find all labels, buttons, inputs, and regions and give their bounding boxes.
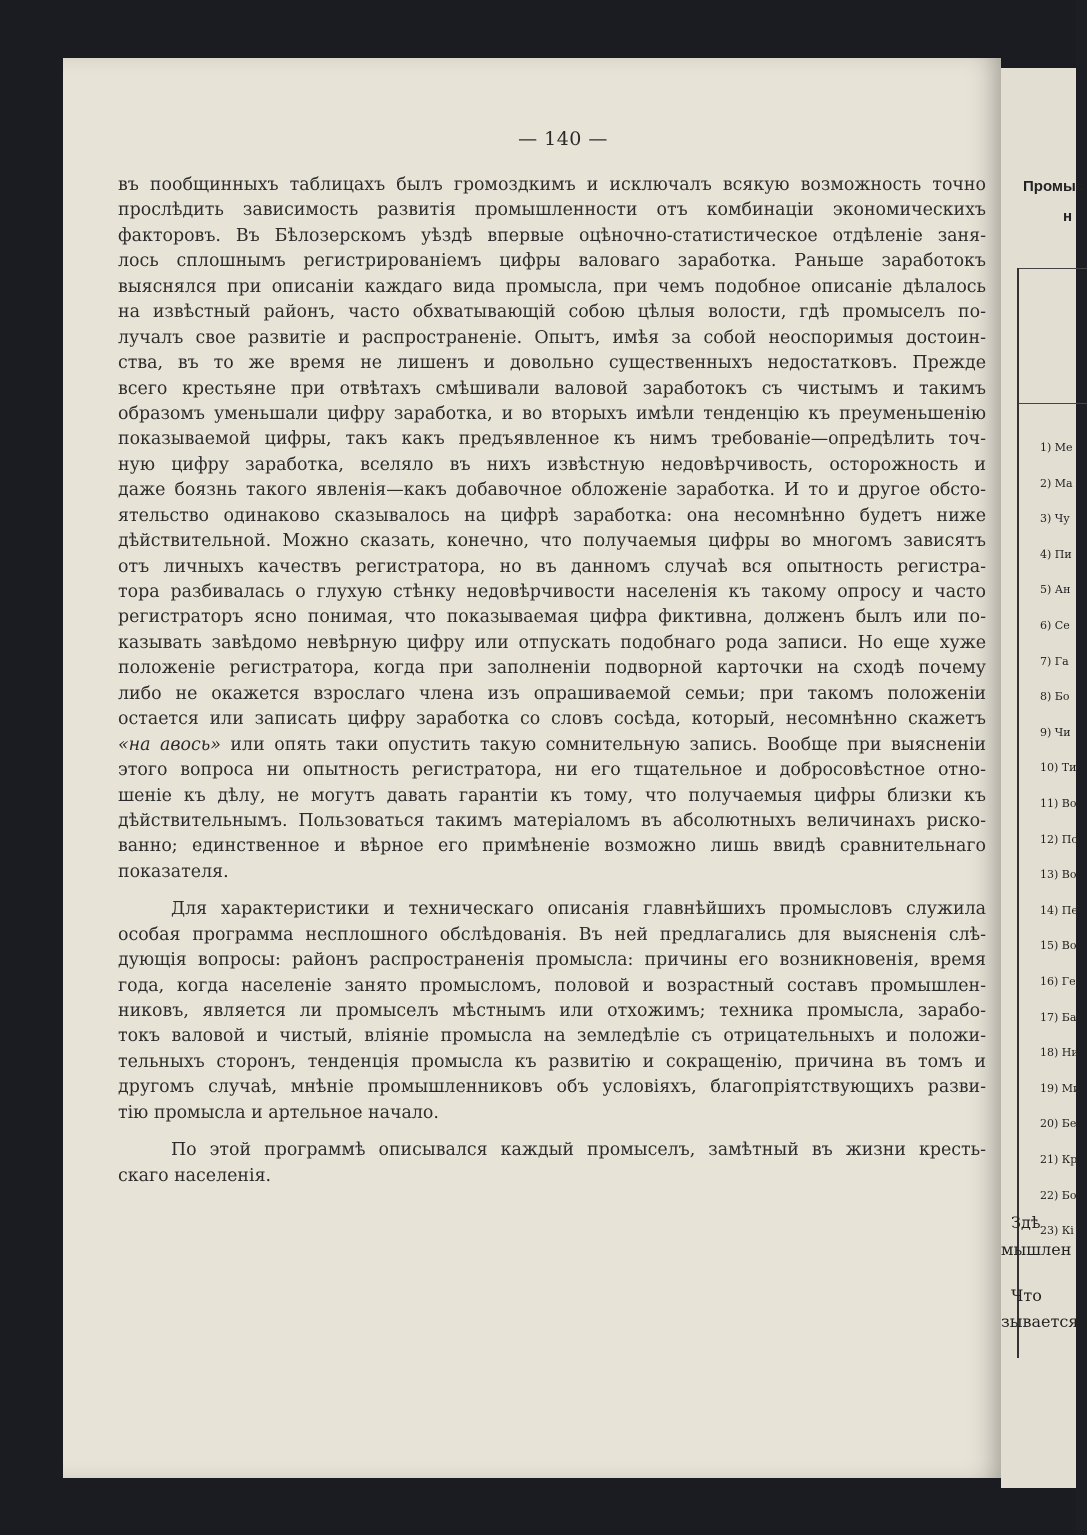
facing-text-line: Здѣ [1011, 1213, 1041, 1232]
table-border-header [1017, 403, 1087, 404]
text-line: тора разбивалась о глухую стѣнку недовѣрчивости населенія къ такому опросу и часто [118, 582, 986, 602]
facing-table-row: 19) Ми [1040, 1081, 1081, 1095]
text-line: особая программа несплошного обслѣдованія. Въ ней предлагались для выясненія слѣ- [118, 924, 986, 945]
text-line: остается или записать цифру заработка со словъ сосѣда, который, несомнѣнно скажетъ [118, 709, 986, 730]
facing-table-row: 11) Во [1040, 797, 1077, 810]
text-line: въ пообщинныхъ таблицахъ былъ громоздкимъ и исключалъ всякую возможность точно [118, 175, 986, 195]
facing-table-row: 10) Ти [1040, 761, 1077, 775]
text-line: «на авось» или опять таки опустить такую сомнительную запись. Вообще при выясненіи [118, 734, 986, 755]
facing-table-row: 2) Ма [1040, 476, 1073, 490]
facing-table-row: 7) Га [1040, 654, 1069, 668]
text-line: скаго населенія. [118, 1165, 272, 1186]
text-line: дѣйствительной. Можно сказать, конечно, что получаемыя цифры во многомъ зависятъ [118, 531, 986, 552]
text-line: этого вопроса ни опытность регистратора, ни его тщательное и добросовѣстное отно- [118, 760, 986, 781]
text-line: дующія вопросы: районъ распространенія промысла: причины его возникновенія, время [118, 950, 986, 971]
facing-table-row: 18) Ни [1040, 1046, 1079, 1060]
facing-page-title-fragment-2: н [1063, 208, 1073, 225]
text-line: на извѣстный районъ, часто обхватывающій собою цѣлыя волости, гдѣ промыселъ по- [118, 302, 986, 323]
facing-table-row: 3) Чу [1040, 512, 1070, 526]
facing-table-row: 8) Бо [1040, 690, 1070, 704]
table-border-top [1017, 268, 1087, 269]
text-line: По этой программѣ описывался каждый промыселъ, замѣтный въ жизни кресть- [171, 1140, 986, 1161]
body-text [118, 173, 986, 1189]
facing-table-row: 9) Чи [1040, 725, 1071, 739]
text-line: никовъ, является ли промыселъ мѣстнымъ или отхожимъ; техника промысла, зарабо- [118, 1001, 986, 1021]
text-line: тельныхъ сторонъ, тенденція промысла къ развитію и сокращенію, причина въ томъ и [118, 1051, 986, 1072]
facing-table-row: 4) Пи [1040, 547, 1072, 561]
text-line: выяснялся при описаніи каждаго вида промысла, при чемъ подобное описаніе дѣлалось [118, 276, 986, 297]
facing-text-line: Что [1011, 1286, 1042, 1305]
text-line: факторовъ. Въ Бѣлозерскомъ уѣздѣ впервые оцѣночно-статистическое отдѣленіе заня- [118, 225, 986, 246]
facing-table-row: 14) Пе [1040, 903, 1078, 917]
text-line: положеніе регистратора, когда при заполненіи подворной карточки на сходѣ почему [118, 658, 986, 679]
facing-table-row: 23) Кі [1040, 1224, 1074, 1238]
text-line: токъ валовой и чистый, вліяніе промысла на земледѣліе съ отрицательныхъ и положи- [118, 1026, 986, 1047]
text-line: прослѣдить зависимость развитія промышленности отъ комбинаціи экономическихъ [118, 200, 986, 221]
facing-page-fragment [1001, 68, 1085, 1488]
text-line: ванно; единственное и вѣрное его примѣненіе возможно лишь ввидѣ сравнительнаго [118, 836, 986, 857]
text-line: ства, въ то же время не лишенъ и довольно существенныхъ недостатковъ. Прежде [118, 353, 986, 374]
italic-phrase: «на авось» [118, 734, 221, 755]
facing-table-row: 15) Во [1040, 939, 1077, 953]
text-line: лучалъ свое развитіе и распространеніе. Опытъ, имѣя за собой неоспоримыя достоин- [118, 327, 986, 348]
text-line: тію промысла и артельное начало. [118, 1102, 439, 1123]
text-line: показателя. [118, 861, 229, 882]
facing-table-row: 16) Ге [1040, 975, 1076, 988]
facing-table-row: 17) Ба [1040, 1010, 1077, 1024]
text-line: образомъ уменьшали цифру заработка, и во вторыхъ имѣли тенденцію къ преуменьшенію [118, 403, 986, 424]
facing-table-row: 5) Ан [1040, 583, 1071, 597]
text-line: лось сплошнымъ регистрированіемъ цифры валоваго заработка. Раньше заработокъ [118, 251, 986, 272]
text-line: ятельство одинаково сказывалось на цифрѣ заработка: она несомнѣнно будетъ ниже [118, 505, 986, 526]
facing-table-row: 12) По [1040, 832, 1079, 846]
text-line: ную цифру заработка, вселяло въ нихъ извѣстную недовѣрчивость, осторожность и [118, 454, 986, 475]
text-line: дѣйствительнымъ. Пользоваться такимъ матеріаломъ въ абсолютныхъ величинахъ рискo- [118, 810, 986, 831]
book-page [63, 58, 1001, 1478]
text-line: даже боязнь такого явленія—какъ добавочное обложеніе заработка. И то и другое обсто- [118, 480, 986, 501]
facing-table-row: 1) Ме [1040, 441, 1073, 454]
text-line: другомъ случаѣ, мнѣніе промышленниковъ объ условіяхъ, благопріятствующихъ разви- [118, 1077, 986, 1098]
facing-page-title-fragment: Промыс [1023, 178, 1085, 195]
facing-text-line: зывается [1001, 1312, 1079, 1331]
table-border-left [1017, 268, 1019, 1358]
text-line: Для характеристики и техническаго описанія главнѣйшихъ промысловъ служила [171, 899, 986, 920]
text-line: года, когда населеніе занято промысломъ, половой и возрастный составъ промышлен- [118, 975, 986, 996]
facing-table-row: 6) Се [1040, 619, 1070, 632]
text-line: шеніе къ дѣлу, не могутъ давать гарантіи къ тому, что получаемыя цифры близки къ [118, 785, 986, 806]
paragraph-gap [118, 1126, 986, 1138]
text-line: либо не окажется взрослаго члена изъ опрашиваемой семьи; при такомъ положеніи [118, 683, 986, 704]
facing-table-row: 21) Кр [1040, 1153, 1078, 1166]
facing-text-line: мышлен [1001, 1240, 1072, 1259]
text-line: показываемой цифры, такъ какъ предъявленное къ нимъ требованіе—опредѣлить точ- [118, 429, 986, 450]
text-line: казывать завѣдомо невѣрную цифру или отпускать подобнаго рода записи. Но еще хуже [118, 632, 986, 653]
page-number: — 140 — [518, 128, 608, 150]
paragraph-gap [118, 885, 986, 897]
facing-table-row: 20) Бе [1040, 1117, 1077, 1131]
facing-table-row: 22) Бо [1040, 1188, 1077, 1202]
text-line: отъ личныхъ качествъ регистратора, но въ данномъ случаѣ вся опытность регистра- [118, 556, 986, 577]
text-line: регистраторъ ясно понимая, что показываемая цифра фиктивна, долженъ былъ или по- [118, 607, 986, 628]
text-line: всего крестьяне при отвѣтахъ смѣшивали валовой заработокъ съ чистымъ и такимъ [118, 378, 986, 399]
facing-table-row: 13) Во [1040, 868, 1077, 882]
